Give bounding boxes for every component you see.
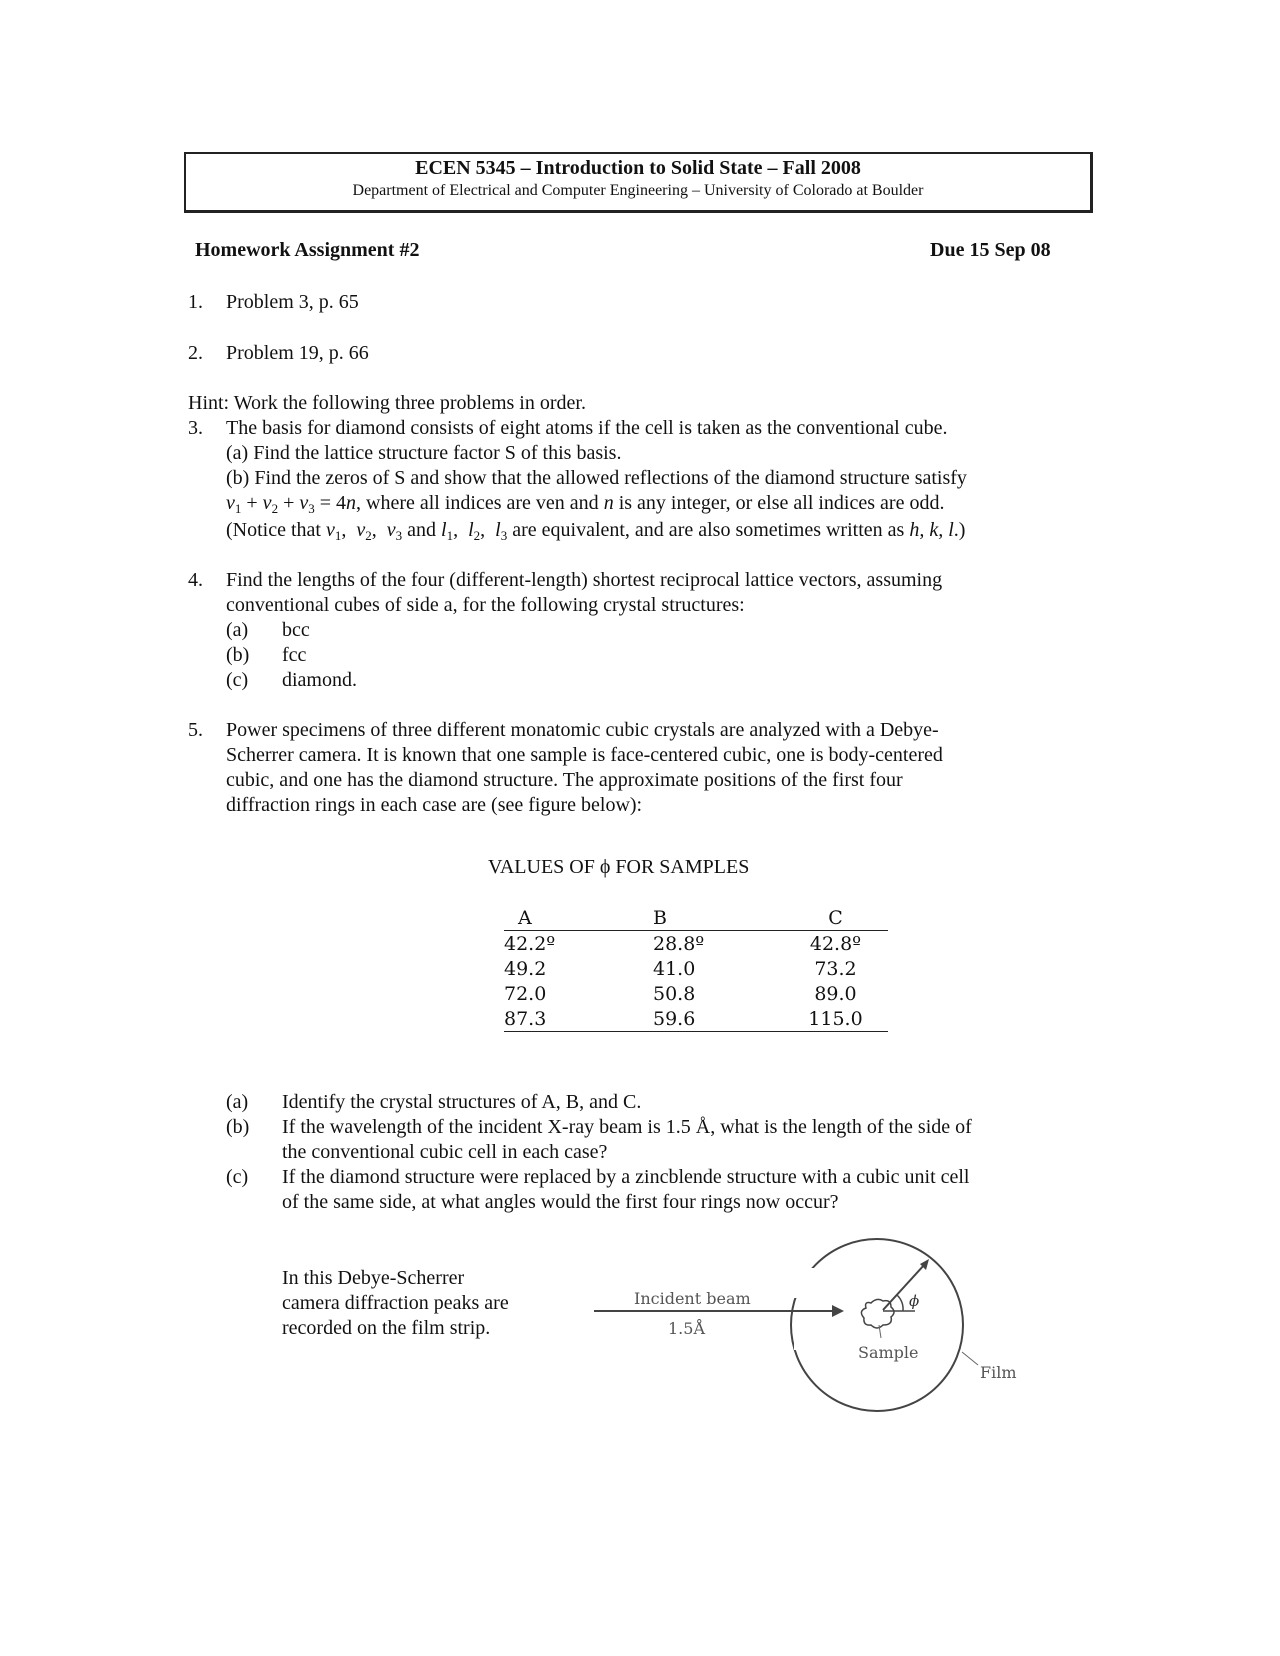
condition-equals: = 4	[314, 492, 347, 514]
table-row	[504, 956, 888, 981]
problem-3-part-b: (b) Find the zeros of S and show that the allowed reflections of the diamond structure satisfy	[226, 467, 967, 489]
table-cell: 59.6	[643, 1006, 783, 1032]
table-cell: 41.0	[653, 957, 696, 980]
column-header-a: A	[504, 906, 643, 931]
problem-2-text: Problem 19, p. 66	[226, 342, 369, 364]
table-cell: 49.2	[504, 957, 547, 980]
hint-text: Hint: Work the following three problems in order.	[188, 392, 586, 414]
problem-5-part-text: the conventional cubic cell in each case?	[282, 1141, 608, 1163]
table-cell: 73.2	[814, 957, 857, 980]
problem-5-part-label: (b)	[226, 1116, 250, 1138]
table-cell: 42.2º	[504, 932, 556, 955]
course-header	[184, 152, 1093, 213]
column-header-c: C	[783, 906, 888, 931]
camera-circle	[791, 1239, 963, 1411]
problem-5-part-label: (a)	[226, 1091, 249, 1113]
note-mid: are equivalent, and are also sometimes written as	[507, 519, 910, 541]
film-label: Film	[980, 1363, 1017, 1382]
film-pointer	[962, 1352, 978, 1365]
n-variable-2: n	[603, 492, 614, 514]
n-variable: n	[346, 492, 357, 514]
problem-4-item-label: (a)	[226, 619, 249, 641]
problem-4-item-label: (b)	[226, 644, 250, 666]
note-end: .)	[953, 519, 966, 541]
problem-4-item-text: fcc	[282, 644, 307, 666]
department-line: Department of Electrical and Computer Engineering – University of Colorado at Boulder	[352, 182, 924, 199]
problem-4-number: 4.	[188, 569, 203, 591]
table-cell: 87.3	[504, 1006, 643, 1032]
problem-3-intro: The basis for diamond consists of eight atoms if the cell is taken as the conventional cube.	[226, 417, 948, 439]
problem-1-number: 1.	[188, 291, 203, 313]
table-row	[504, 981, 888, 1006]
table-cell: 89.0	[814, 982, 857, 1005]
phi-values-table	[504, 906, 888, 1032]
problem-1-text: Problem 3, p. 65	[226, 291, 359, 313]
table-cell: 42.8º	[809, 932, 862, 955]
problem-4-line-1: Find the lengths of the four (different-length) shortest reciprocal lattice vectors, assuming	[226, 569, 943, 591]
condition-rest-2: is any integer, or else all indices are odd.	[613, 492, 945, 514]
problem-4-item-label: (c)	[226, 669, 249, 691]
table-title: VALUES OF ϕ FOR SAMPLES	[488, 856, 750, 878]
problem-5-line: cubic, and one has the diamond structure. The approximate positions of the first four	[226, 769, 903, 791]
problem-2-number: 2.	[188, 342, 203, 364]
problem-5-line: Scherrer camera. It is known that one sample is face-centered cubic, one is body-centered	[226, 744, 943, 766]
phi-angle-arc	[897, 1295, 903, 1311]
problem-5-part-text: of the same side, at what angles would the first four rings now occur?	[282, 1191, 839, 1213]
circle-gap-bottom	[794, 1326, 824, 1350]
problem-3-number: 3.	[188, 417, 203, 439]
problem-5-part-text: If the diamond structure were replaced by a zincblende structure with a cubic unit cell	[282, 1166, 970, 1188]
table-cell: 28.8º	[653, 932, 705, 955]
incident-beam-label: Incident beam	[634, 1289, 751, 1308]
problem-4-item-text: diamond.	[282, 669, 357, 691]
problem-5-part-text: Identify the crystal structures of A, B, and C.	[282, 1091, 642, 1113]
column-header-b: B	[643, 906, 783, 931]
table-cell: 72.0	[504, 982, 547, 1005]
sample-label: Sample	[858, 1343, 919, 1362]
table-cell: 50.8	[653, 982, 696, 1005]
circle-gap-top	[794, 1268, 824, 1298]
due-date: Due 15 Sep 08	[930, 239, 1051, 261]
figure-caption-line: camera diffraction peaks are	[282, 1292, 509, 1314]
problem-4-item-text: bcc	[282, 619, 310, 641]
wavelength-label: 1.5Å	[668, 1319, 705, 1338]
problem-5-line: Power specimens of three different monatomic cubic crystals are analyzed with a Debye-	[226, 719, 939, 741]
course-title: ECEN 5345 – Introduction to Solid State – Fall 2008	[415, 157, 861, 179]
problem-5-part-text: If the wavelength of the incident X-ray beam is 1.5 Å, what is the length of the side of	[282, 1116, 972, 1138]
figure-caption-line: In this Debye-Scherrer	[282, 1267, 465, 1289]
problem-3-note: (Notice that $v_1$, $v_2$, $v_3$ and $l_1$, $l_2$, $l_3$ are equivalent, and are also sometimes written as h, k, l.)	[226, 519, 966, 543]
problem-4-line-2: conventional cubes of side a, for the following crystal structures:	[226, 594, 745, 616]
table-header-row	[504, 906, 888, 931]
problem-3-condition: $v_1 + v_2 + v_3 = 4n$, where all indices are ven and n is any integer, or else all indices are odd.	[226, 492, 945, 516]
problem-3-part-a: (a) Find the lattice structure factor S of this basis.	[226, 442, 622, 464]
problem-5-number: 5.	[188, 719, 203, 741]
note-start: (Notice that	[226, 519, 326, 541]
condition-rest: , where all indices are ven and	[356, 492, 604, 514]
debye-scherrer-diagram	[580, 1230, 1040, 1430]
table-row	[504, 1006, 888, 1032]
problem-5-line: diffraction rings in each case are (see figure below):	[226, 794, 643, 816]
table-row	[504, 931, 888, 957]
phi-label: ϕ	[909, 1292, 920, 1310]
table-cell: 115.0	[783, 1006, 888, 1032]
problem-5-part-label: (c)	[226, 1166, 249, 1188]
assignment-title: Homework Assignment #2	[195, 239, 420, 261]
figure-caption-line: recorded on the film strip.	[282, 1317, 491, 1339]
hkl-indices: h, k, l	[909, 519, 954, 541]
beam-arrowhead	[832, 1305, 844, 1317]
